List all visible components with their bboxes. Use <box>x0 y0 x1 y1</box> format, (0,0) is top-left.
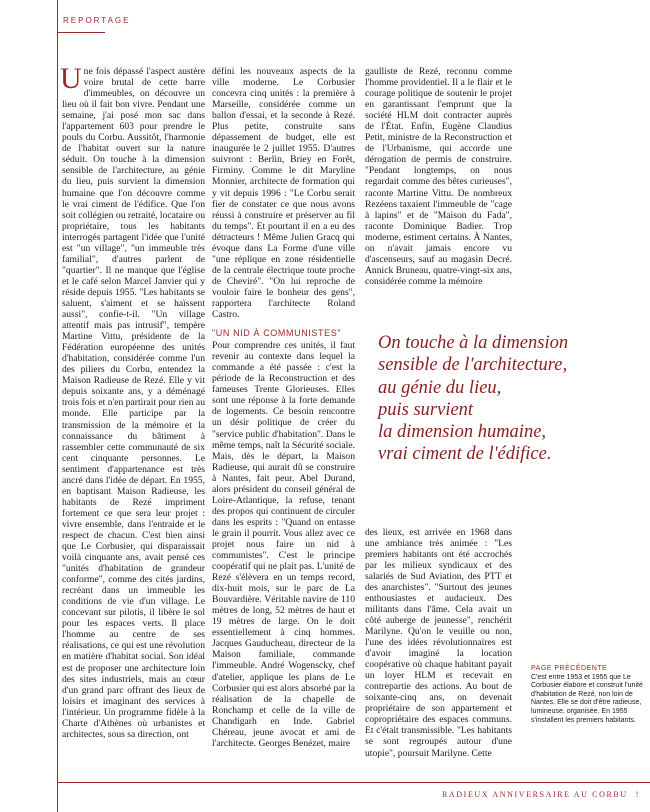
pull-quote <box>378 332 640 466</box>
photo-caption <box>531 665 643 725</box>
column-3-bottom-text: des lieux, est arrivée en 1968 dans une ambiance très animée : "Les premiers habitants ont été accrochés par les milieux syndicaux et des salariés de Sud Aviation, des PTT et des anarchistes". "Surtout des jeunes enthousiastes et audacieux. Des militants dans l'âme. Cela avait un côté auberge de jeunesse", renchérit Marilyne. Qu'on le veuille ou non, l'une des idées révolutionnaires est d'avoir imaginé la location coopérative où chaque habitant payait un loyer HLM et recevait en contrepartie des actions. Au bout de soixante-cinq ans, on devenait propriétaire de son appartement et copropriétaire des espaces communs. Et c'était transmissible. "Les habitants se sont regroupés autour d'une utopie", poursuit Marilyne. Cette <box>365 526 512 759</box>
caption-text: C'est entre 1953 et 1955 que Le Corbusier élabore et construit l'unité d'habitation de Rezé, non loin de Nantes. Elle se doit d'être radieuse, lumineuse, organisée. En 1955 s'installent les premiers habitants. <box>531 673 643 724</box>
pull-quote-line: vrai ciment de l'édifice. <box>378 444 552 465</box>
column-2-text-continued: Pour comprendre ces unités, il faut revenir au contexte dans lequel la commande a été passée : c'est la période de la Reconstruction et des fameuses Trente Glorieuses. Elles sont une réponse à la forte demande de logements. Ce besoin rencontre un désir politique de créer du "service public d'habitation". Dans le même temps, naît la Sécurité sociale. Mais, dès le départ, la Maison Radieuse, qui aurait dû se construire à Nantes, fait peur. Abel Durand, alors président du conseil général de Loire-Atlantique, la refuse, tenant des propos qui continuent de circuler dans les esprits : "Quand on entasse le grain il pourrit. Vous allez avec ce projet nous faire un nid à communistes". C'est le principe coopératif qui ne plait pas. L'unité de Rezé s'élèvera en un temps record, dix-huit mois, sur le parc de La Bouvardière. Véritable navire de 110 mètres de long, 52 mètres de haut et 19 mètres de large. On le doit essentiellement à cinq hommes. Jacques Gauducheau, directeur de la Maison familiale, commande l'immeuble. André Wogenscky, chef d'atelier, applique les plans de Le Corbusier qui est alors absorbé par la réalisation de la chapelle de Ronchamp et celle de la ville de Chandigarh en Inde. Gabriel Chéreau, jeune avocat et ami de l'architecte. Georges Benézet, maire <box>212 340 355 749</box>
footer-rule <box>57 782 650 783</box>
pull-quote-line: puis survient <box>378 399 474 420</box>
pull-quote-line: au génie du lieu, <box>378 377 502 398</box>
footer-mark: ! <box>635 790 640 799</box>
column-3-text: gaulliste de Rezé, reconnu comme l'homme providentiel. Il a le flair et le courage politique de soutenir le projet en garantissant l'emprunt que la société HLM doit contracter auprès de l'État. Enfin, Eugène Claudius Petit, ministre de la Reconstruction et de l'Urbanisme, qui accorde une dérogation de permis de construire. "Pendant longtemps, on nous regardait comme des bêtes curieuses", raconte Martine Vittu. De nombreux Rezéens taxaient l'immeuble de "cage à lapins" et de "Maison du Fada", raconte Dominique Badier. Trop moderne, estiment certains. À Nantes, on n'avait jamais encore vu d'ascenseurs, sauf au magasin Decré. Annick Bruneau, quatre-vingt-six ans, considérée comme la mémoire <box>365 66 512 287</box>
margin-rule <box>57 0 58 812</box>
column-1 <box>60 62 205 740</box>
subheading: "UN NID À COMMUNISTES" <box>212 328 342 339</box>
footer-title: RADIEUX ANNIVERSAIRE AU CORBU <box>441 790 628 799</box>
header-rule <box>57 32 105 33</box>
column-3 <box>365 66 512 287</box>
paragraph <box>60 62 205 740</box>
column-3-bottom <box>365 517 512 768</box>
pull-quote-line: On touche à la dimension <box>378 333 569 353</box>
column-1-text: ne fois dépassé l'aspect austère voire brutal de cette barre d'immeubles, on découvre un lieu où il fait bon vivre. Pendant une semaine, j'ai posé mon sac dans l'appartement 603 pour prendre le pouls du Corbu. Aussitôt, l'harmonie de l'habitat ouvert sur la nature séduit. On touche à la dimension sensible de l'architecture, au génie du lieu, puis survient la dimension humaine que l'on découvre comme le vrai ciment de l'édifice. Que l'on soit collégien ou retraité, locataire ou propriétaire, tous les habitants interrogés partagent l'idée que l'unité est "un village", "un immeuble très familial", d'autres parlent de "quartier". Il ne manque que l'église et le café selon Marcel Janvier qui y réside depuis 1955. "Les habitants se saluent, s'aiment et se haïssent aussi", confie-t-il. "Un village attentif mais pas intrusif", tempère Martine Vittu, présidente de la Fédération européenne des unités d'habitation, considérée comme l'un des piliers du Corbu, entendez la Maison Radieuse de Rezé. Elle y vit depuis soixante ans, y a déménagé trois fois et n'en partirait pour rien au monde. Elle participe par la transmission de la mémoire et la connaissance du bâtiment à rassembler cette communauté de six cent cinquante personnes. Le sentiment d'appartenance est très ancré dans l'idée de départ. En 1955, en baptisant Maison Radieuse, les habitants de Rezé impriment fortement ce que sera leur projet : vivre ensemble, dans l'entraide et le respect de chacun. C'est bien ainsi que Le Corbusier, qui disparaissait voilà cinquante ans, avait pensé ces "unités d'habitation de grandeur conforme", comme des cités jardins, recréant dans un immeuble les conditions de vie d'un village. Le concevant sur pilotis, il libère le sol pour les espaces verts. Il place l'homme au centre de ses réalisations, ce qui est une révolution en matière d'habitat social. Son idéal est de proposer une architecture loin des sites industriels, mais au cœur d'un grand parc offrant des lieux de loisirs et imaginant des services à l'intérieur. Un programme fidèle à la Charte d'Athènes où urbanistes et architectes, sous sa direction, ont <box>62 66 205 740</box>
section-label: REPORTAGE <box>63 16 131 25</box>
pull-quote-line: la dimension humaine, <box>378 422 547 443</box>
column-2 <box>212 66 355 749</box>
pull-quote-line: sensible de l'architecture, <box>378 355 568 376</box>
drop-cap: U <box>60 62 82 95</box>
running-footer <box>442 790 640 799</box>
caption-title: PAGE PRÉCÉDENTE <box>531 665 608 672</box>
column-2-text: défini les nouveaux aspects de la ville moderne. Le Corbusier concevra cinq unités : la première à Marseille, considérée comme un ballon d'essai, et la seconde à Rezé. Plus petite, construite sans dépassement de budget, elle est inaugurée le 2 juillet 1955. D'autres suivront : Berlin, Briey en Forêt, Firminy. Comme le dit Maryline Monnier, architecte de formation qui y vit depuis 1996 : "Le Corbu serait fier de constater ce que nous avons réussi à construire et préserver au fil du temps". Et pourtant il en a eu des détracteurs ! Même Julien Gracq qui évoque dans La Forme d'une ville "une réplique en zone résidentielle de la centrale électrique toute proche de Cheviré". "On lui reproche de vouloir faire le bonheur des gens", rapportera l'architecte Roland Castro. <box>212 66 355 321</box>
